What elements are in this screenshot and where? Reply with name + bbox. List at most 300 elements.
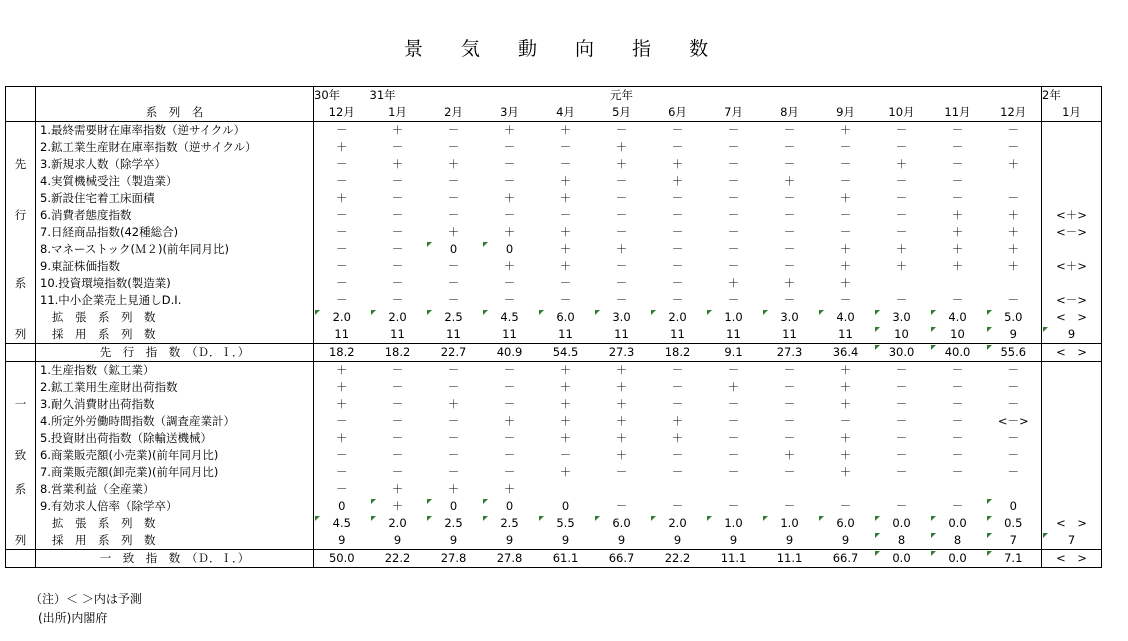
value-cell: － xyxy=(951,174,964,188)
value-cell: － xyxy=(314,122,370,140)
value-cell: ＋ xyxy=(671,431,684,445)
value-cell: ＋ xyxy=(503,191,516,205)
value-cell: － xyxy=(783,293,796,307)
value-cell: < > xyxy=(1042,515,1102,532)
value-cell: － xyxy=(783,140,796,154)
value-cell: － xyxy=(727,448,740,462)
group-label: 系 xyxy=(6,481,36,498)
value-cell: － xyxy=(727,157,740,171)
total-value-cell: 36.4 xyxy=(818,344,874,362)
value-cell: ＋ xyxy=(559,397,572,411)
value-cell: ＋ xyxy=(615,414,628,428)
value-cell xyxy=(874,275,930,292)
value-cell: － xyxy=(671,363,684,377)
value-cell: － xyxy=(447,123,460,137)
value-cell: － xyxy=(727,499,740,513)
value-cell: <＋> xyxy=(1042,207,1102,224)
table-row xyxy=(6,139,1102,156)
value-cell: － xyxy=(615,225,628,239)
value-cell: － xyxy=(895,414,908,428)
value-cell: 0 xyxy=(482,498,538,515)
value-cell: － xyxy=(559,293,572,307)
table-row xyxy=(6,122,1102,140)
table-row xyxy=(6,207,1102,224)
series-name: 3.耐久消費財出荷指数 xyxy=(36,396,314,413)
value-cell: － xyxy=(559,140,572,154)
value-cell: ＋ xyxy=(839,123,852,137)
value-cell: ＋ xyxy=(615,397,628,411)
value-cell: ＋ xyxy=(839,465,852,479)
value-cell: ＋ xyxy=(727,276,740,290)
group-label xyxy=(6,379,36,396)
total-value-cell: < > xyxy=(1042,344,1102,362)
group-label xyxy=(6,309,36,326)
group-label: 一 xyxy=(6,396,36,413)
value-cell xyxy=(762,481,818,498)
table-row xyxy=(6,447,1102,464)
value-cell: － xyxy=(895,380,908,394)
value-cell: － xyxy=(671,276,684,290)
value-cell: ＋ xyxy=(559,225,572,239)
value-cell: － xyxy=(895,191,908,205)
value-cell: － xyxy=(727,174,740,188)
value-cell: － xyxy=(447,208,460,222)
value-cell: 10 xyxy=(930,326,986,344)
table-row xyxy=(6,515,1102,532)
value-cell: － xyxy=(951,397,964,411)
value-cell xyxy=(874,481,930,498)
value-cell: 0.0 xyxy=(874,515,930,532)
value-cell: ＋ xyxy=(447,225,460,239)
value-cell: ＋ xyxy=(314,379,370,396)
year-header xyxy=(706,87,762,105)
value-cell: － xyxy=(447,174,460,188)
month-header: 4月 xyxy=(538,104,594,122)
value-cell: － xyxy=(503,465,516,479)
value-cell: － xyxy=(951,414,964,428)
value-cell: ＋ xyxy=(503,259,516,273)
value-cell: － xyxy=(391,465,404,479)
value-cell: ＋ xyxy=(503,482,516,496)
group-label xyxy=(6,224,36,241)
year-header xyxy=(818,87,874,105)
value-cell: － xyxy=(783,397,796,411)
value-cell: － xyxy=(671,208,684,222)
total-value-cell: 30.0 xyxy=(874,344,930,362)
month-header: 5月 xyxy=(594,104,650,122)
group-label: 系 xyxy=(6,275,36,292)
value-cell: － xyxy=(559,276,572,290)
series-name: 拡 張 系 列 数 xyxy=(36,309,314,326)
table-row xyxy=(6,156,1102,173)
value-cell: － xyxy=(783,191,796,205)
value-cell: ＋ xyxy=(986,224,1042,241)
value-cell: 9 xyxy=(1042,326,1102,344)
group-header xyxy=(6,104,36,122)
value-cell xyxy=(1042,498,1102,515)
value-cell: － xyxy=(951,191,964,205)
value-cell: － xyxy=(314,173,370,190)
value-cell: － xyxy=(503,174,516,188)
year-header xyxy=(650,87,706,105)
month-header: 9月 xyxy=(818,104,874,122)
series-name: 9.有効求人倍率（除学卒） xyxy=(36,498,314,515)
total-value-cell: 27.3 xyxy=(762,344,818,362)
value-cell: － xyxy=(615,465,628,479)
value-cell: － xyxy=(895,448,908,462)
value-cell: － xyxy=(503,140,516,154)
value-cell: － xyxy=(391,414,404,428)
value-cell: － xyxy=(447,140,460,154)
value-cell: ＋ xyxy=(615,363,628,377)
value-cell: 9 xyxy=(841,533,850,547)
value-cell: － xyxy=(839,208,852,222)
value-cell: － xyxy=(986,430,1042,447)
table-row xyxy=(6,173,1102,190)
value-cell xyxy=(1042,241,1102,258)
value-cell xyxy=(818,481,874,498)
value-cell: 5.0 xyxy=(986,309,1042,326)
series-name: 6.商業販売額(小売業)(前年同月比) xyxy=(36,447,314,464)
total-value-cell: 66.7 xyxy=(594,550,650,568)
value-cell xyxy=(1042,122,1102,140)
value-cell: － xyxy=(895,499,908,513)
series-name: 拡 張 系 列 数 xyxy=(36,515,314,532)
value-cell: 10 xyxy=(874,326,930,344)
value-cell: 1.0 xyxy=(706,515,762,532)
value-cell: － xyxy=(727,293,740,307)
value-cell xyxy=(1042,275,1102,292)
value-cell: － xyxy=(671,397,684,411)
value-cell: <－> xyxy=(1042,224,1102,241)
value-cell: 8 xyxy=(874,532,930,550)
year-header: 31年 xyxy=(370,87,426,105)
value-cell: 0 xyxy=(314,498,370,515)
total-value-cell: 18.2 xyxy=(650,344,706,362)
value-cell: ＋ xyxy=(503,414,516,428)
value-cell: － xyxy=(727,259,740,273)
group-label xyxy=(6,122,36,140)
table-row xyxy=(6,190,1102,207)
value-cell: － xyxy=(986,379,1042,396)
total-value-cell: 27.8 xyxy=(426,550,482,568)
value-cell: － xyxy=(783,499,796,513)
value-cell: － xyxy=(314,258,370,275)
value-cell: － xyxy=(839,293,852,307)
value-cell: ＋ xyxy=(986,258,1042,275)
value-cell: － xyxy=(615,123,628,137)
value-cell: － xyxy=(559,448,572,462)
value-cell: 11 xyxy=(782,327,797,341)
group-label xyxy=(6,430,36,447)
value-cell xyxy=(1042,379,1102,396)
group-label xyxy=(6,190,36,207)
value-cell: 1.0 xyxy=(762,515,818,532)
value-cell: － xyxy=(615,208,628,222)
value-cell: 0 xyxy=(561,499,570,513)
value-cell: － xyxy=(783,225,796,239)
series-name: 4.実質機械受注（製造業） xyxy=(36,173,314,190)
value-cell xyxy=(650,481,706,498)
value-cell: － xyxy=(314,156,370,173)
value-cell: － xyxy=(783,363,796,377)
value-cell: 9 xyxy=(314,532,370,550)
year-header: 元年 xyxy=(594,87,650,105)
value-cell: － xyxy=(783,465,796,479)
value-cell: － xyxy=(671,293,684,307)
value-cell: － xyxy=(391,397,404,411)
year-header xyxy=(482,87,538,105)
series-name: 11.中小企業売上見通しD.I. xyxy=(36,292,314,309)
value-cell: ＋ xyxy=(447,157,460,171)
value-cell: 7 xyxy=(1042,532,1102,550)
group-label: 行 xyxy=(6,207,36,224)
table-row xyxy=(6,362,1102,380)
total-value-cell: 22.2 xyxy=(650,550,706,568)
value-cell: － xyxy=(671,242,684,256)
table-row xyxy=(6,532,1102,550)
value-cell: － xyxy=(314,224,370,241)
value-cell: － xyxy=(314,413,370,430)
value-cell xyxy=(930,275,986,292)
value-cell: － xyxy=(447,363,460,377)
value-cell: <－> xyxy=(986,413,1042,430)
value-cell: 2.0 xyxy=(314,309,370,326)
total-value-cell: 0.0 xyxy=(930,550,986,568)
value-cell: ＋ xyxy=(615,157,628,171)
value-cell: ＋ xyxy=(951,208,964,222)
value-cell: 3.0 xyxy=(762,309,818,326)
value-cell xyxy=(706,481,762,498)
group-label: 列 xyxy=(6,326,36,344)
value-cell: 2.5 xyxy=(426,515,482,532)
value-cell: － xyxy=(314,447,370,464)
total-value-cell: 7.1 xyxy=(986,550,1042,568)
value-cell: － xyxy=(951,499,964,513)
table-row xyxy=(6,498,1102,515)
value-cell: － xyxy=(895,225,908,239)
value-cell: 0 xyxy=(426,241,482,258)
header-month-row xyxy=(6,104,1102,122)
value-cell: － xyxy=(503,363,516,377)
value-cell: 9 xyxy=(449,533,458,547)
value-cell: － xyxy=(503,448,516,462)
value-cell: － xyxy=(839,174,852,188)
table-row xyxy=(6,413,1102,430)
value-cell: ＋ xyxy=(314,430,370,447)
series-name: 採 用 系 列 数 xyxy=(36,326,314,344)
value-cell: － xyxy=(951,363,964,377)
value-cell: － xyxy=(615,191,628,205)
value-cell: ＋ xyxy=(951,225,964,239)
total-value-cell: 27.8 xyxy=(482,550,538,568)
value-cell: 11 xyxy=(446,327,461,341)
value-cell: － xyxy=(951,157,964,171)
value-cell: 9 xyxy=(393,533,402,547)
value-cell: ＋ xyxy=(986,207,1042,224)
value-cell: － xyxy=(671,123,684,137)
value-cell xyxy=(1042,156,1102,173)
value-cell: － xyxy=(671,140,684,154)
value-cell: － xyxy=(671,191,684,205)
value-cell: － xyxy=(783,242,796,256)
value-cell: 9 xyxy=(561,533,570,547)
value-cell: － xyxy=(391,225,404,239)
value-cell xyxy=(1042,173,1102,190)
value-cell: ＋ xyxy=(314,139,370,156)
value-cell: － xyxy=(895,431,908,445)
month-header: 1月 xyxy=(1042,104,1102,122)
group-label xyxy=(6,173,36,190)
value-cell xyxy=(1042,190,1102,207)
value-cell: － xyxy=(839,225,852,239)
value-cell: ＋ xyxy=(559,431,572,445)
value-cell: ＋ xyxy=(839,363,852,377)
value-cell: － xyxy=(895,208,908,222)
value-cell: 9 xyxy=(729,533,738,547)
value-cell: 11 xyxy=(726,327,741,341)
group-label: 列 xyxy=(6,532,36,550)
value-cell: 11 xyxy=(670,327,685,341)
value-cell: ＋ xyxy=(671,174,684,188)
table-row xyxy=(6,379,1102,396)
group-label xyxy=(6,139,36,156)
group-label xyxy=(6,413,36,430)
value-cell: ＋ xyxy=(615,242,628,256)
value-cell: － xyxy=(391,293,404,307)
value-cell: － xyxy=(986,122,1042,140)
table-row xyxy=(6,241,1102,258)
value-cell: － xyxy=(391,174,404,188)
value-cell: ＋ xyxy=(839,431,852,445)
value-cell: － xyxy=(615,293,628,307)
value-cell: － xyxy=(895,363,908,377)
value-cell: － xyxy=(671,259,684,273)
value-cell: 4.5 xyxy=(314,515,370,532)
value-cell: － xyxy=(391,208,404,222)
table-row xyxy=(6,224,1102,241)
value-cell: <－> xyxy=(1042,292,1102,309)
year-header xyxy=(762,87,818,105)
value-cell: － xyxy=(951,380,964,394)
value-cell: － xyxy=(314,241,370,258)
value-cell: － xyxy=(727,465,740,479)
value-cell xyxy=(594,481,650,498)
value-cell: － xyxy=(447,259,460,273)
value-cell: － xyxy=(671,499,684,513)
total-value-cell: 0.0 xyxy=(874,550,930,568)
value-cell: － xyxy=(314,207,370,224)
value-cell: － xyxy=(839,157,852,171)
value-cell: ＋ xyxy=(839,380,852,394)
value-cell: 2.5 xyxy=(426,309,482,326)
series-name: 7.日経商品指数(42種総合) xyxy=(36,224,314,241)
value-cell: 11 xyxy=(502,327,517,341)
value-cell: ＋ xyxy=(447,482,460,496)
series-name: 6.消費者態度指数 xyxy=(36,207,314,224)
value-cell: 8 xyxy=(930,532,986,550)
value-cell xyxy=(1042,430,1102,447)
value-cell: － xyxy=(391,191,404,205)
value-cell: < > xyxy=(1042,309,1102,326)
table-row xyxy=(6,464,1102,481)
value-cell: ＋ xyxy=(839,448,852,462)
business-conditions-table xyxy=(5,86,1102,568)
table-row xyxy=(6,481,1102,498)
value-cell: 2.0 xyxy=(370,515,426,532)
value-cell: ＋ xyxy=(839,259,852,273)
value-cell: － xyxy=(727,191,740,205)
value-cell: － xyxy=(503,380,516,394)
value-cell: ＋ xyxy=(783,174,796,188)
total-value-cell: 50.0 xyxy=(314,550,370,568)
value-cell: ＋ xyxy=(783,276,796,290)
value-cell xyxy=(1042,362,1102,380)
total-value-cell: 66.7 xyxy=(818,550,874,568)
group-label: 先 xyxy=(6,156,36,173)
total-value-cell: 11.1 xyxy=(762,550,818,568)
table-row xyxy=(6,275,1102,292)
total-value-cell: 11.1 xyxy=(706,550,762,568)
value-cell: － xyxy=(447,414,460,428)
value-cell: ＋ xyxy=(559,259,572,273)
value-cell: － xyxy=(503,157,516,171)
value-cell: ＋ xyxy=(559,414,572,428)
series-name: 3.新規求人数（除学卒） xyxy=(36,156,314,173)
group-label xyxy=(6,515,36,532)
value-cell: ＋ xyxy=(391,157,404,171)
series-name: 2.鉱工業生産財在庫率指数（逆サイクル） xyxy=(36,139,314,156)
value-cell: ＋ xyxy=(951,242,964,256)
value-cell: － xyxy=(503,208,516,222)
value-cell: 5.5 xyxy=(538,515,594,532)
value-cell: － xyxy=(727,242,740,256)
group-label xyxy=(6,241,36,258)
series-name: 採 用 系 列 数 xyxy=(36,532,314,550)
table-row xyxy=(6,430,1102,447)
value-cell: － xyxy=(986,139,1042,156)
total-value-cell: 54.5 xyxy=(538,344,594,362)
year-header xyxy=(874,87,930,105)
value-cell: 9 xyxy=(617,533,626,547)
value-cell: ＋ xyxy=(559,242,572,256)
value-cell: 9 xyxy=(986,326,1042,344)
value-cell: － xyxy=(986,362,1042,380)
value-cell: ＋ xyxy=(839,191,852,205)
table-row xyxy=(6,309,1102,326)
value-cell: 1.0 xyxy=(706,309,762,326)
value-cell: － xyxy=(391,448,404,462)
value-cell xyxy=(1042,447,1102,464)
series-header: 系 列 名 xyxy=(36,104,314,122)
value-cell: 11 xyxy=(614,327,629,341)
value-cell: － xyxy=(391,380,404,394)
group-label xyxy=(6,550,36,568)
month-header: 11月 xyxy=(930,104,986,122)
value-cell: ＋ xyxy=(559,363,572,377)
value-cell: － xyxy=(727,363,740,377)
value-cell: － xyxy=(727,140,740,154)
group-label xyxy=(6,464,36,481)
value-cell: － xyxy=(895,293,908,307)
value-cell: － xyxy=(503,276,516,290)
value-cell: － xyxy=(447,380,460,394)
value-cell: ＋ xyxy=(503,123,516,137)
value-cell: ＋ xyxy=(391,123,404,137)
table-row xyxy=(6,326,1102,344)
value-cell: － xyxy=(783,208,796,222)
value-cell: － xyxy=(391,431,404,445)
